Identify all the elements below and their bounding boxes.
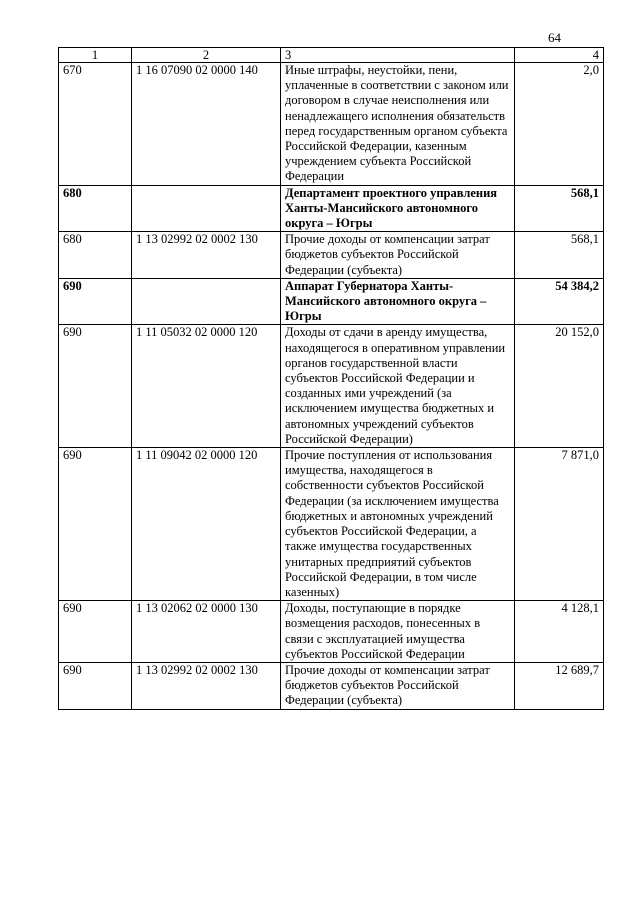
- admin-code-cell: 690: [59, 325, 132, 448]
- table-row: [59, 185, 604, 232]
- table-row: [59, 325, 604, 448]
- revenue-name-cell: Прочие поступления от использования имущества, находящегося в собственности субъектов Российской Федерации (за исключением имущества бюджетных и автономных учреждений субъектов Российской Федерации, а также имущества государственных унитарных предприятий субъектов Российской Федерации, в том числе казенных): [281, 448, 515, 601]
- amount-cell: 568,1: [515, 232, 604, 279]
- revenue-name-cell: Прочие доходы от компенсации затрат бюджетов субъектов Российской Федерации (субъекта): [281, 662, 515, 709]
- revenue-code-cell: 1 13 02992 02 0002 130: [132, 662, 281, 709]
- revenue-code-cell: [132, 278, 281, 325]
- budget-revenue-table: [58, 47, 604, 710]
- column-header-2: 2: [132, 48, 281, 63]
- page-number: 64: [548, 30, 561, 45]
- amount-cell: 54 384,2: [515, 278, 604, 325]
- table-row: [59, 662, 604, 709]
- revenue-name-cell: Доходы, поступающие в порядке возмещения расходов, понесенных в связи с эксплуатацией имущества субъектов Российской Федерации: [281, 601, 515, 663]
- revenue-code-cell: 1 16 07090 02 0000 140: [132, 63, 281, 186]
- amount-cell: 7 871,0: [515, 448, 604, 601]
- revenue-code-cell: 1 11 05032 02 0000 120: [132, 325, 281, 448]
- table-row: [59, 63, 604, 186]
- revenue-code-cell: 1 13 02992 02 0002 130: [132, 232, 281, 279]
- amount-cell: 12 689,7: [515, 662, 604, 709]
- revenue-code-cell: 1 11 09042 02 0000 120: [132, 448, 281, 601]
- admin-code-cell: 680: [59, 232, 132, 279]
- amount-cell: 2,0: [515, 63, 604, 186]
- table-row: [59, 232, 604, 279]
- revenue-name-cell: Прочие доходы от компенсации затрат бюджетов субъектов Российской Федерации (субъекта): [281, 232, 515, 279]
- revenue-code-cell: [132, 185, 281, 232]
- admin-code-cell: 690: [59, 448, 132, 601]
- amount-cell: 568,1: [515, 185, 604, 232]
- admin-code-cell: 690: [59, 278, 132, 325]
- table-row: [59, 601, 604, 663]
- revenue-name-cell: Департамент проектного управления Ханты-Мансийского автономного округа – Югры: [281, 185, 515, 232]
- table-row: [59, 448, 604, 601]
- column-header-1: 1: [59, 48, 132, 63]
- revenue-name-cell: Доходы от сдачи в аренду имущества, находящегося в оперативном управлении органов государственной власти субъектов Российской Федерации и созданных ими учреждений (за исключением имущества бюджетных и автономных учреждений субъектов Российской Федерации): [281, 325, 515, 448]
- revenue-name-cell: Аппарат Губернатора Ханты-Мансийского автономного округа – Югры: [281, 278, 515, 325]
- column-header-3: 3: [281, 48, 515, 63]
- amount-cell: 4 128,1: [515, 601, 604, 663]
- admin-code-cell: 690: [59, 662, 132, 709]
- column-header-4: 4: [515, 48, 604, 63]
- revenue-name-cell: Иные штрафы, неустойки, пени, уплаченные в соответствии с законом или договором в случае неисполнения или ненадлежащего исполнения обязательств перед государственным органом субъекта Российской Федерации, казенным учреждением субъекта Российской Федерации: [281, 63, 515, 186]
- table-row: [59, 278, 604, 325]
- admin-code-cell: 680: [59, 185, 132, 232]
- header-row: [59, 48, 604, 63]
- admin-code-cell: 670: [59, 63, 132, 186]
- revenue-code-cell: 1 13 02062 02 0000 130: [132, 601, 281, 663]
- admin-code-cell: 690: [59, 601, 132, 663]
- amount-cell: 20 152,0: [515, 325, 604, 448]
